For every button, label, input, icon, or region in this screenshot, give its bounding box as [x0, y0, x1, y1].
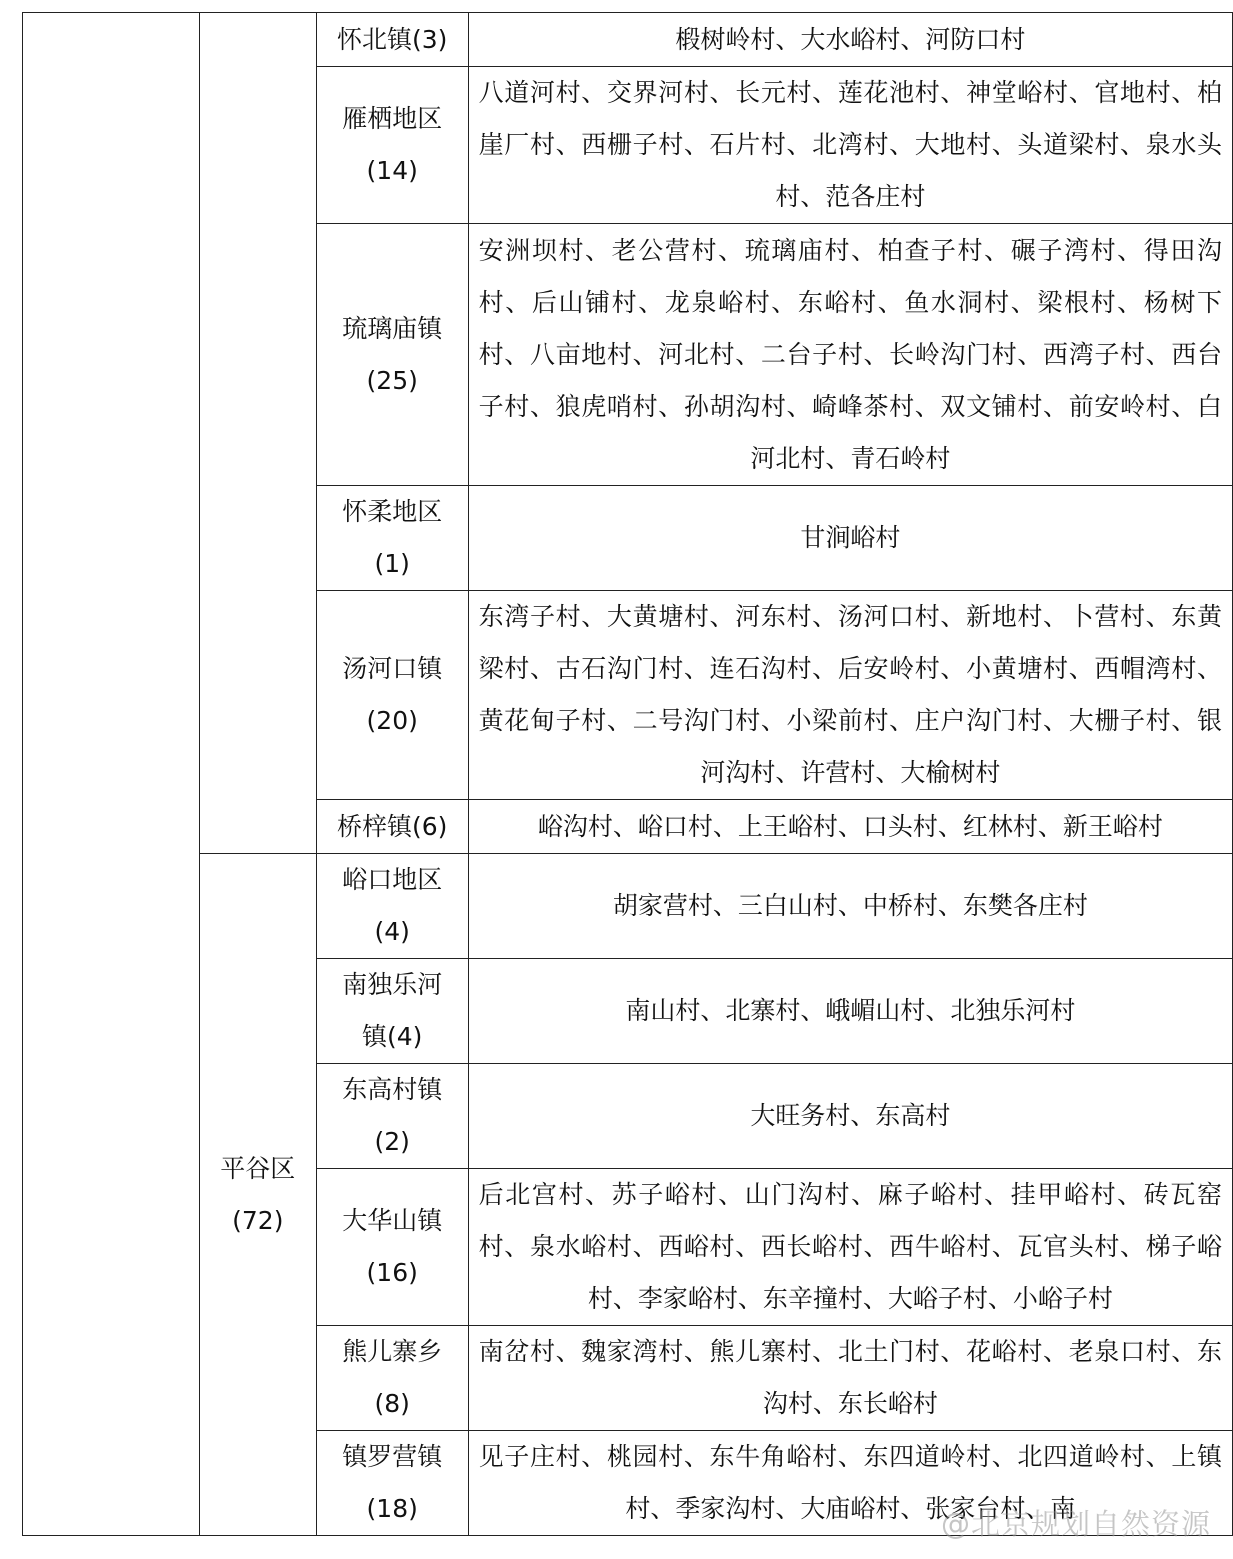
villages-cell: 大旺务村、东高村: [468, 1064, 1232, 1169]
region-cell: [23, 13, 200, 854]
table-row: [23, 854, 1233, 959]
villages-cell: 安洲坝村、老公营村、琉璃庙村、柏查子村、碾子湾村、得田沟村、后山铺村、龙泉峪村、东峪村、鱼水洞村、梁根村、杨树下村、八亩地村、河北村、二台子村、长岭沟门村、西湾子村、西台子村、狼虎哨村、孙胡沟村、崎峰茶村、双文铺村、前安岭村、白河北村、青石岭村: [468, 224, 1232, 486]
villages-cell: 峪沟村、峪口村、上王峪村、口头村、红林村、新王峪村: [468, 800, 1232, 854]
town-cell: 镇罗营镇 (18): [316, 1431, 468, 1536]
villages-cell: 胡家营村、三白山村、中桥村、东樊各庄村: [468, 854, 1232, 959]
watermark: @北京规划自然资源: [940, 1507, 1211, 1541]
village-table: [22, 12, 1233, 1536]
region-cell: [23, 854, 200, 1536]
town-cell: 大华山镇 (16): [316, 1169, 468, 1326]
villages-cell: 甘涧峪村: [468, 486, 1232, 591]
town-cell: 南独乐河 镇(4): [316, 959, 468, 1064]
district-cell: 平谷区 (72): [199, 854, 316, 1536]
villages-cell: 见子庄村、桃园村、东牛角峪村、东四道岭村、北四道岭村、上镇村、季家沟村、大庙峪村、张家台村、南: [468, 1431, 1232, 1536]
town-cell: 桥梓镇(6): [316, 800, 468, 854]
village-table-page: [22, 12, 1233, 1536]
villages-cell: 后北宫村、苏子峪村、山门沟村、麻子峪村、挂甲峪村、砖瓦窑村、泉水峪村、西峪村、西长峪村、西牛峪村、瓦官头村、梯子峪村、李家峪村、东辛撞村、大峪子村、小峪子村: [468, 1169, 1232, 1326]
villages-cell: 八道河村、交界河村、长元村、莲花池村、神堂峪村、官地村、柏崖厂村、西栅子村、石片村、北湾村、大地村、头道梁村、泉水头村、范各庄村: [468, 67, 1232, 224]
town-cell: 琉璃庙镇 (25): [316, 224, 468, 486]
villages-cell: 椴树岭村、大水峪村、河防口村: [468, 13, 1232, 67]
villages-cell: 东湾子村、大黄塘村、河东村、汤河口村、新地村、卜营村、东黄梁村、古石沟门村、连石沟村、后安岭村、小黄塘村、西帽湾村、黄花甸子村、二号沟门村、小梁前村、庄户沟门村、大栅子村、银河沟村、许营村、大榆树村: [468, 591, 1232, 800]
villages-cell: 南山村、北寨村、峨嵋山村、北独乐河村: [468, 959, 1232, 1064]
villages-cell: 南岔村、魏家湾村、熊儿寨村、北土门村、花峪村、老泉口村、东沟村、东长峪村: [468, 1326, 1232, 1431]
town-cell: 汤河口镇 (20): [316, 591, 468, 800]
table-row: [23, 13, 1233, 67]
town-cell: 雁栖地区 (14): [316, 67, 468, 224]
town-cell: 熊儿寨乡 (8): [316, 1326, 468, 1431]
town-cell: 怀柔地区 (1): [316, 486, 468, 591]
district-cell: [199, 13, 316, 854]
town-cell: 东高村镇 (2): [316, 1064, 468, 1169]
town-cell: 峪口地区 (4): [316, 854, 468, 959]
town-cell: 怀北镇(3): [316, 13, 468, 67]
